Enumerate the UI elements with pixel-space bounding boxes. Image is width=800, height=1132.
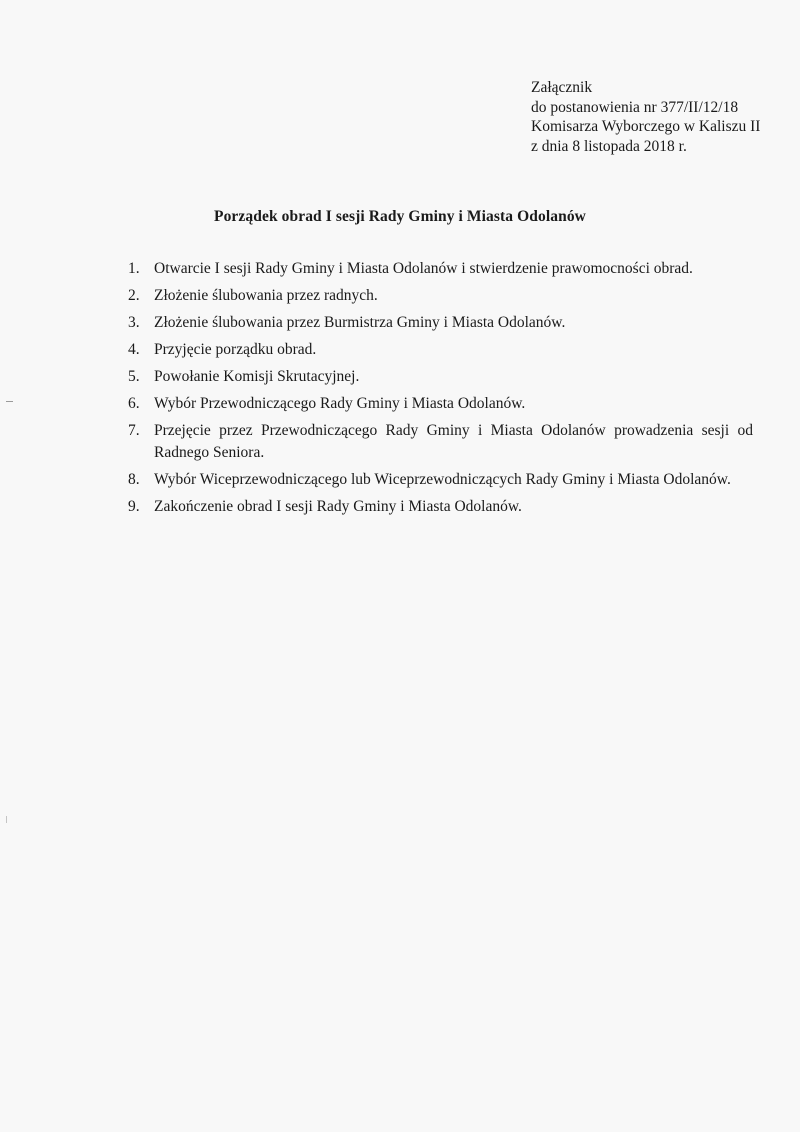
agenda-item-number: 5. (128, 368, 140, 385)
agenda-item (128, 420, 753, 464)
agenda-item-number: 8. (128, 471, 140, 488)
agenda-item-text: Przejęcie przez Przewodniczącego Rady Gminy i Miasta Odolanów prowadzenia sesji od Radnego Seniora. (154, 422, 753, 461)
agenda-item-number: 9. (128, 498, 140, 515)
scan-edge-mark (6, 401, 13, 402)
agenda-item-number: 2. (128, 287, 140, 304)
agenda-item-text: Wybór Wiceprzewodniczącego lub Wiceprzewodniczących Rady Gminy i Miasta Odolanów. (154, 471, 731, 488)
agenda-item-text: Złożenie ślubowania przez radnych. (154, 287, 378, 304)
agenda-item-text: Zakończenie obrad I sesji Rady Gminy i Miasta Odolanów. (154, 498, 522, 515)
agenda-item-text: Otwarcie I sesji Rady Gminy i Miasta Odolanów i stwierdzenie prawomocności obrad. (154, 260, 693, 277)
agenda-item (128, 258, 753, 280)
issue-date: z dnia 8 listopada 2018 r. (531, 137, 687, 155)
agenda-item (128, 393, 753, 415)
agenda-item (128, 366, 753, 388)
scan-edge-mark (6, 816, 7, 823)
agenda-list (128, 258, 753, 523)
agenda-item (128, 312, 753, 334)
issuing-authority: Komisarza Wyborczego w Kaliszu II (531, 118, 761, 135)
agenda-item (128, 339, 753, 361)
agenda-item-number: 7. (128, 422, 140, 439)
agenda-item-text: Złożenie ślubowania przez Burmistrza Gminy i Miasta Odolanów. (154, 314, 566, 331)
agenda-item-number: 6. (128, 395, 140, 412)
decision-number: do postanowienia nr 377/II/12/18 (531, 98, 739, 116)
agenda-item-number: 1. (128, 260, 140, 277)
agenda-item (128, 469, 753, 491)
agenda-item-number: 3. (128, 314, 140, 331)
attachment-header (531, 78, 760, 156)
agenda-item-number: 4. (128, 341, 140, 358)
agenda-item (128, 285, 753, 307)
agenda-item (128, 496, 753, 518)
agenda-item-text: Wybór Przewodniczącego Rady Gminy i Miasta Odolanów. (154, 395, 526, 412)
agenda-item-text: Powołanie Komisji Skrutacyjnej. (154, 368, 360, 385)
agenda-item-text: Przyjęcie porządku obrad. (154, 341, 317, 358)
attachment-label: Załącznik (531, 79, 593, 96)
document-title: Porządek obrad I sesji Rady Gminy i Miasta Odolanów (214, 208, 586, 225)
